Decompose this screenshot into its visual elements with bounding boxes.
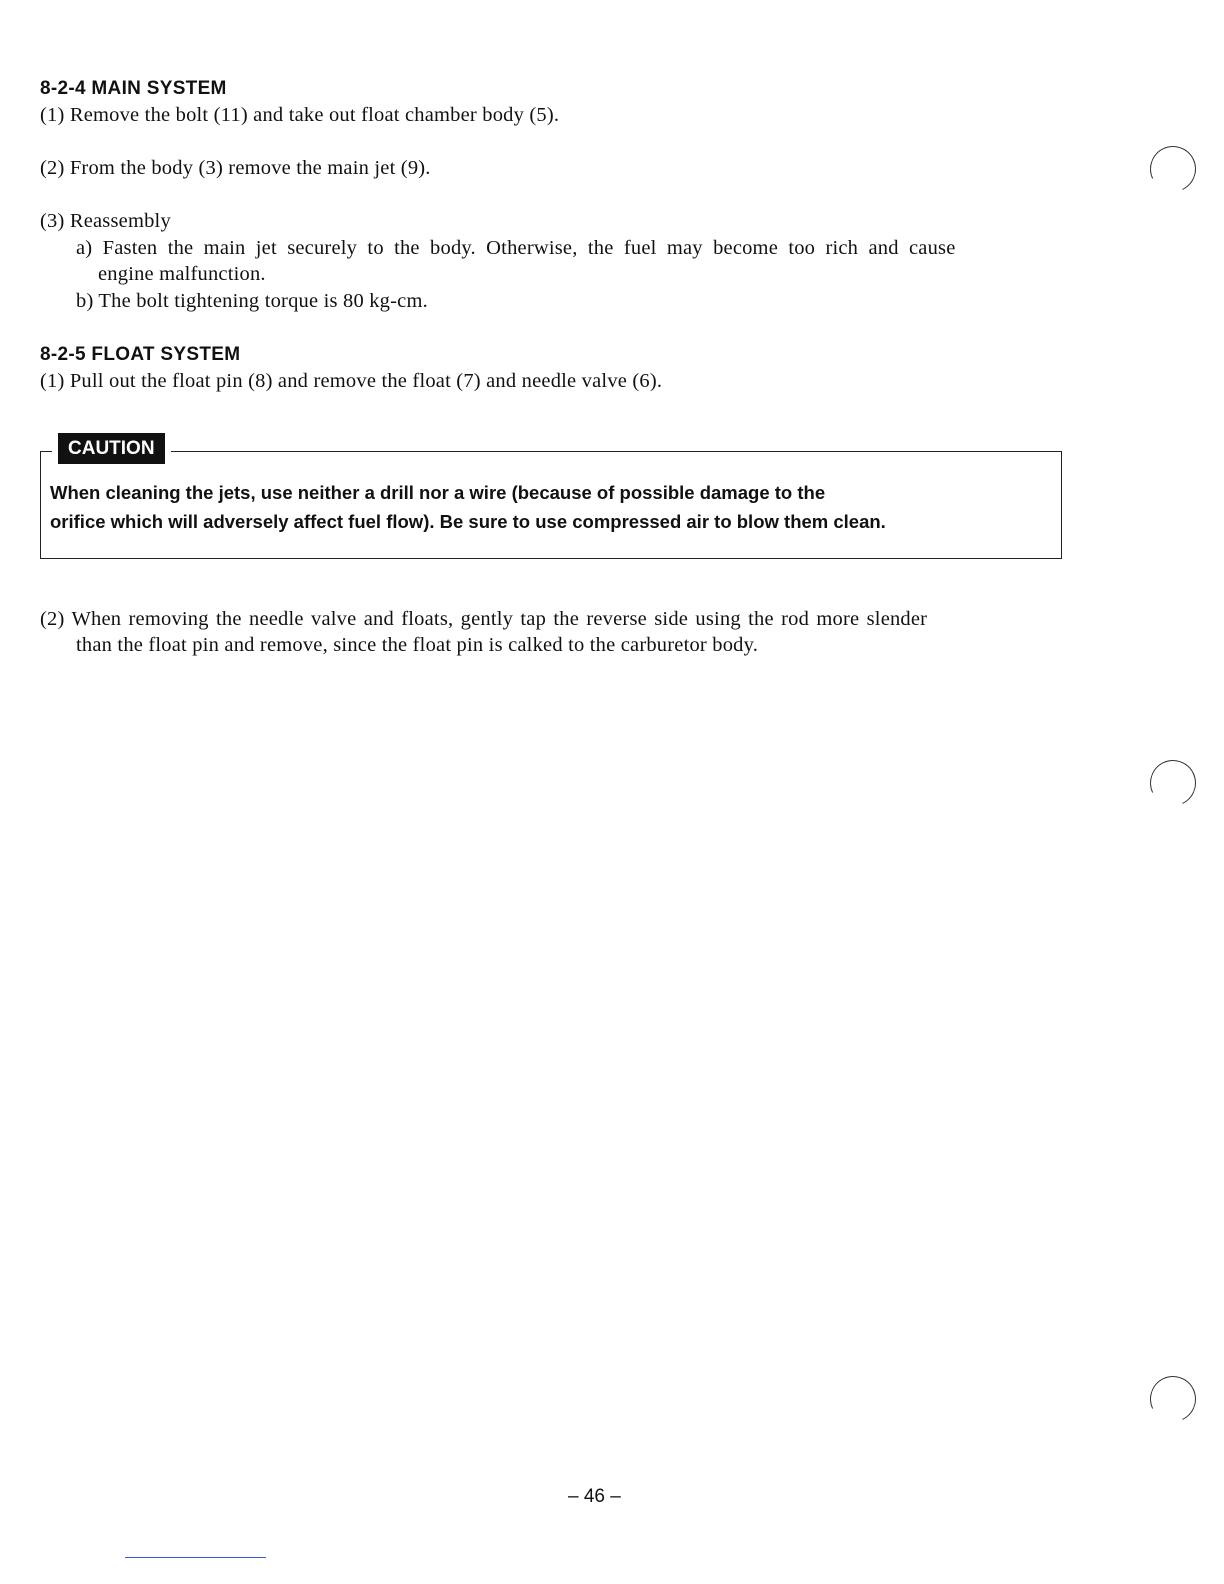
substep-text: engine malfunction. [98, 263, 266, 285]
substep-text: b) The bolt tightening torque is 80 kg-cm. [76, 290, 428, 312]
step-text: (1) Pull out the float pin (8) and remove the float (7) and needle valve (6). [40, 370, 663, 392]
step-text: (2) When removing the needle valve and floats, gently tap the reverse side using the rod more slender [40, 608, 928, 630]
step-text: (1) Remove the bolt (11) and take out float chamber body (5). [40, 104, 560, 126]
scan-mark [125, 1557, 266, 1558]
section-heading-main-system: 8-2-4 MAIN SYSTEM [40, 78, 227, 99]
binder-hole-icon [1144, 140, 1203, 199]
caution-box [40, 451, 1062, 559]
step-text: (3) Reassembly [40, 210, 171, 232]
section-heading-float-system: 8-2-5 FLOAT SYSTEM [40, 344, 241, 365]
caution-text: When cleaning the jets, use neither a drill nor a wire (because of possible damage to the [50, 482, 826, 503]
binder-hole-icon [1144, 1370, 1203, 1429]
binder-hole-icon [1144, 754, 1203, 813]
caution-label: CAUTION [58, 433, 165, 464]
step-text: than the float pin and remove, since the float pin is calked to the carburetor body. [76, 634, 759, 656]
page-number: – 46 – [568, 1486, 621, 1507]
caution-text: orifice which will adversely affect fuel flow). Be sure to use compressed air to blow them clean. [50, 511, 886, 532]
substep-text: a) Fasten the main jet securely to the body. Otherwise, the fuel may become too rich and cause [76, 237, 956, 259]
step-text: (2) From the body (3) remove the main jet (9). [40, 157, 431, 179]
